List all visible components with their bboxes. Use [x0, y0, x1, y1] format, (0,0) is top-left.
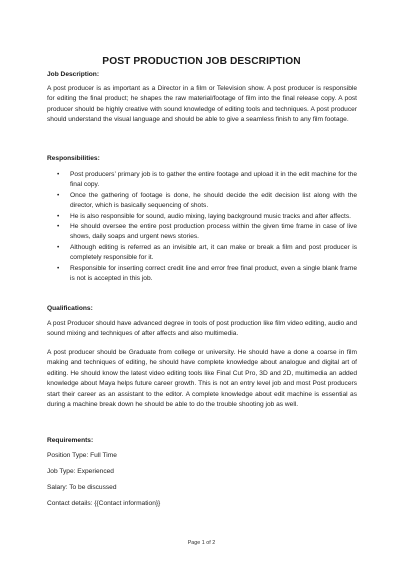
list-item: • Once the gathering of footage is done, he should decide the edit decision list along with the director, which is basically sequencing of shots. [57, 191, 357, 210]
qualifications-paragraph-2: A post producer should be Graduate from college or university. He should have a done a coarse in film making and techniques of editing, he should have complete knowledge about analogue and digital art of editing. He should know the latest video editing tools like Final Cut Pro, 3D and 2D, multimedia an added knowledge about Maya helps future career growth. This is not an entry level job and most Post producers start their career as an assistant to the editor. A complete knowledge about edit machine is essential as during a machine break down he should be able to do the trouble shooting job as well. [47, 349, 357, 409]
job-description-heading: Job Description: [47, 71, 100, 78]
list-item: • Post producers’ primary job is to gather the entire footage and upload it in the edit machine for the final copy. [57, 171, 357, 189]
bullet-icon: • [57, 243, 60, 251]
bullet-icon: • [57, 171, 60, 178]
contact-details: Contact details: {{Contact information}} [47, 500, 161, 507]
job-description-text: A post producer is as important as a Director in a film or Television show. A post producer is responsible for editing the final product; he shapes the raw material/footage of film into the final release copy. A post producer should be highly creative with sound knowledge of editing tools and techniques. A post producer should understand the visual language and should be able to give a seamless finish to any film footage. [47, 85, 357, 124]
bullet-icon: • [57, 264, 60, 272]
list-item: • Although editing is referred as an invisible art, it can make or break a film and post producer is completely responsible for it. [57, 243, 357, 262]
requirements-heading: Requirements: [47, 437, 94, 444]
list-item: • He should oversee the entire post production process within the given time frame in case of live shows, daily soaps and urgent news stories. [57, 223, 357, 241]
qualifications-paragraph-1: A post Producer should have advanced degree in tools of post production like film video editing, audio and sound mixing and techniques of after affects and also multimedia. [47, 320, 357, 338]
page-number: Page 1 of 2 [187, 540, 216, 546]
responsibilities-heading: Responsibilities: [47, 155, 100, 162]
job-type: Job Type: Experienced [47, 468, 114, 475]
bullet-icon: • [57, 212, 60, 220]
qualifications-heading: Qualifications: [47, 305, 93, 312]
position-type: Position Type: Full Time [47, 452, 117, 459]
bullet-icon: • [57, 191, 60, 199]
list-item: • He is also responsible for sound, audio mixing, laying background music tracks and after affects. [47, 212, 357, 222]
salary: Salary: To be discussed [47, 484, 117, 491]
page-title: POST PRODUCTION JOB DESCRIPTION [102, 56, 301, 67]
list-item: • Responsible for inserting correct credit line and error free final product, even a single blank frame is not is accepted in this job. [57, 264, 357, 283]
responsibilities-list [47, 170, 357, 284]
bullet-icon: • [57, 223, 60, 231]
